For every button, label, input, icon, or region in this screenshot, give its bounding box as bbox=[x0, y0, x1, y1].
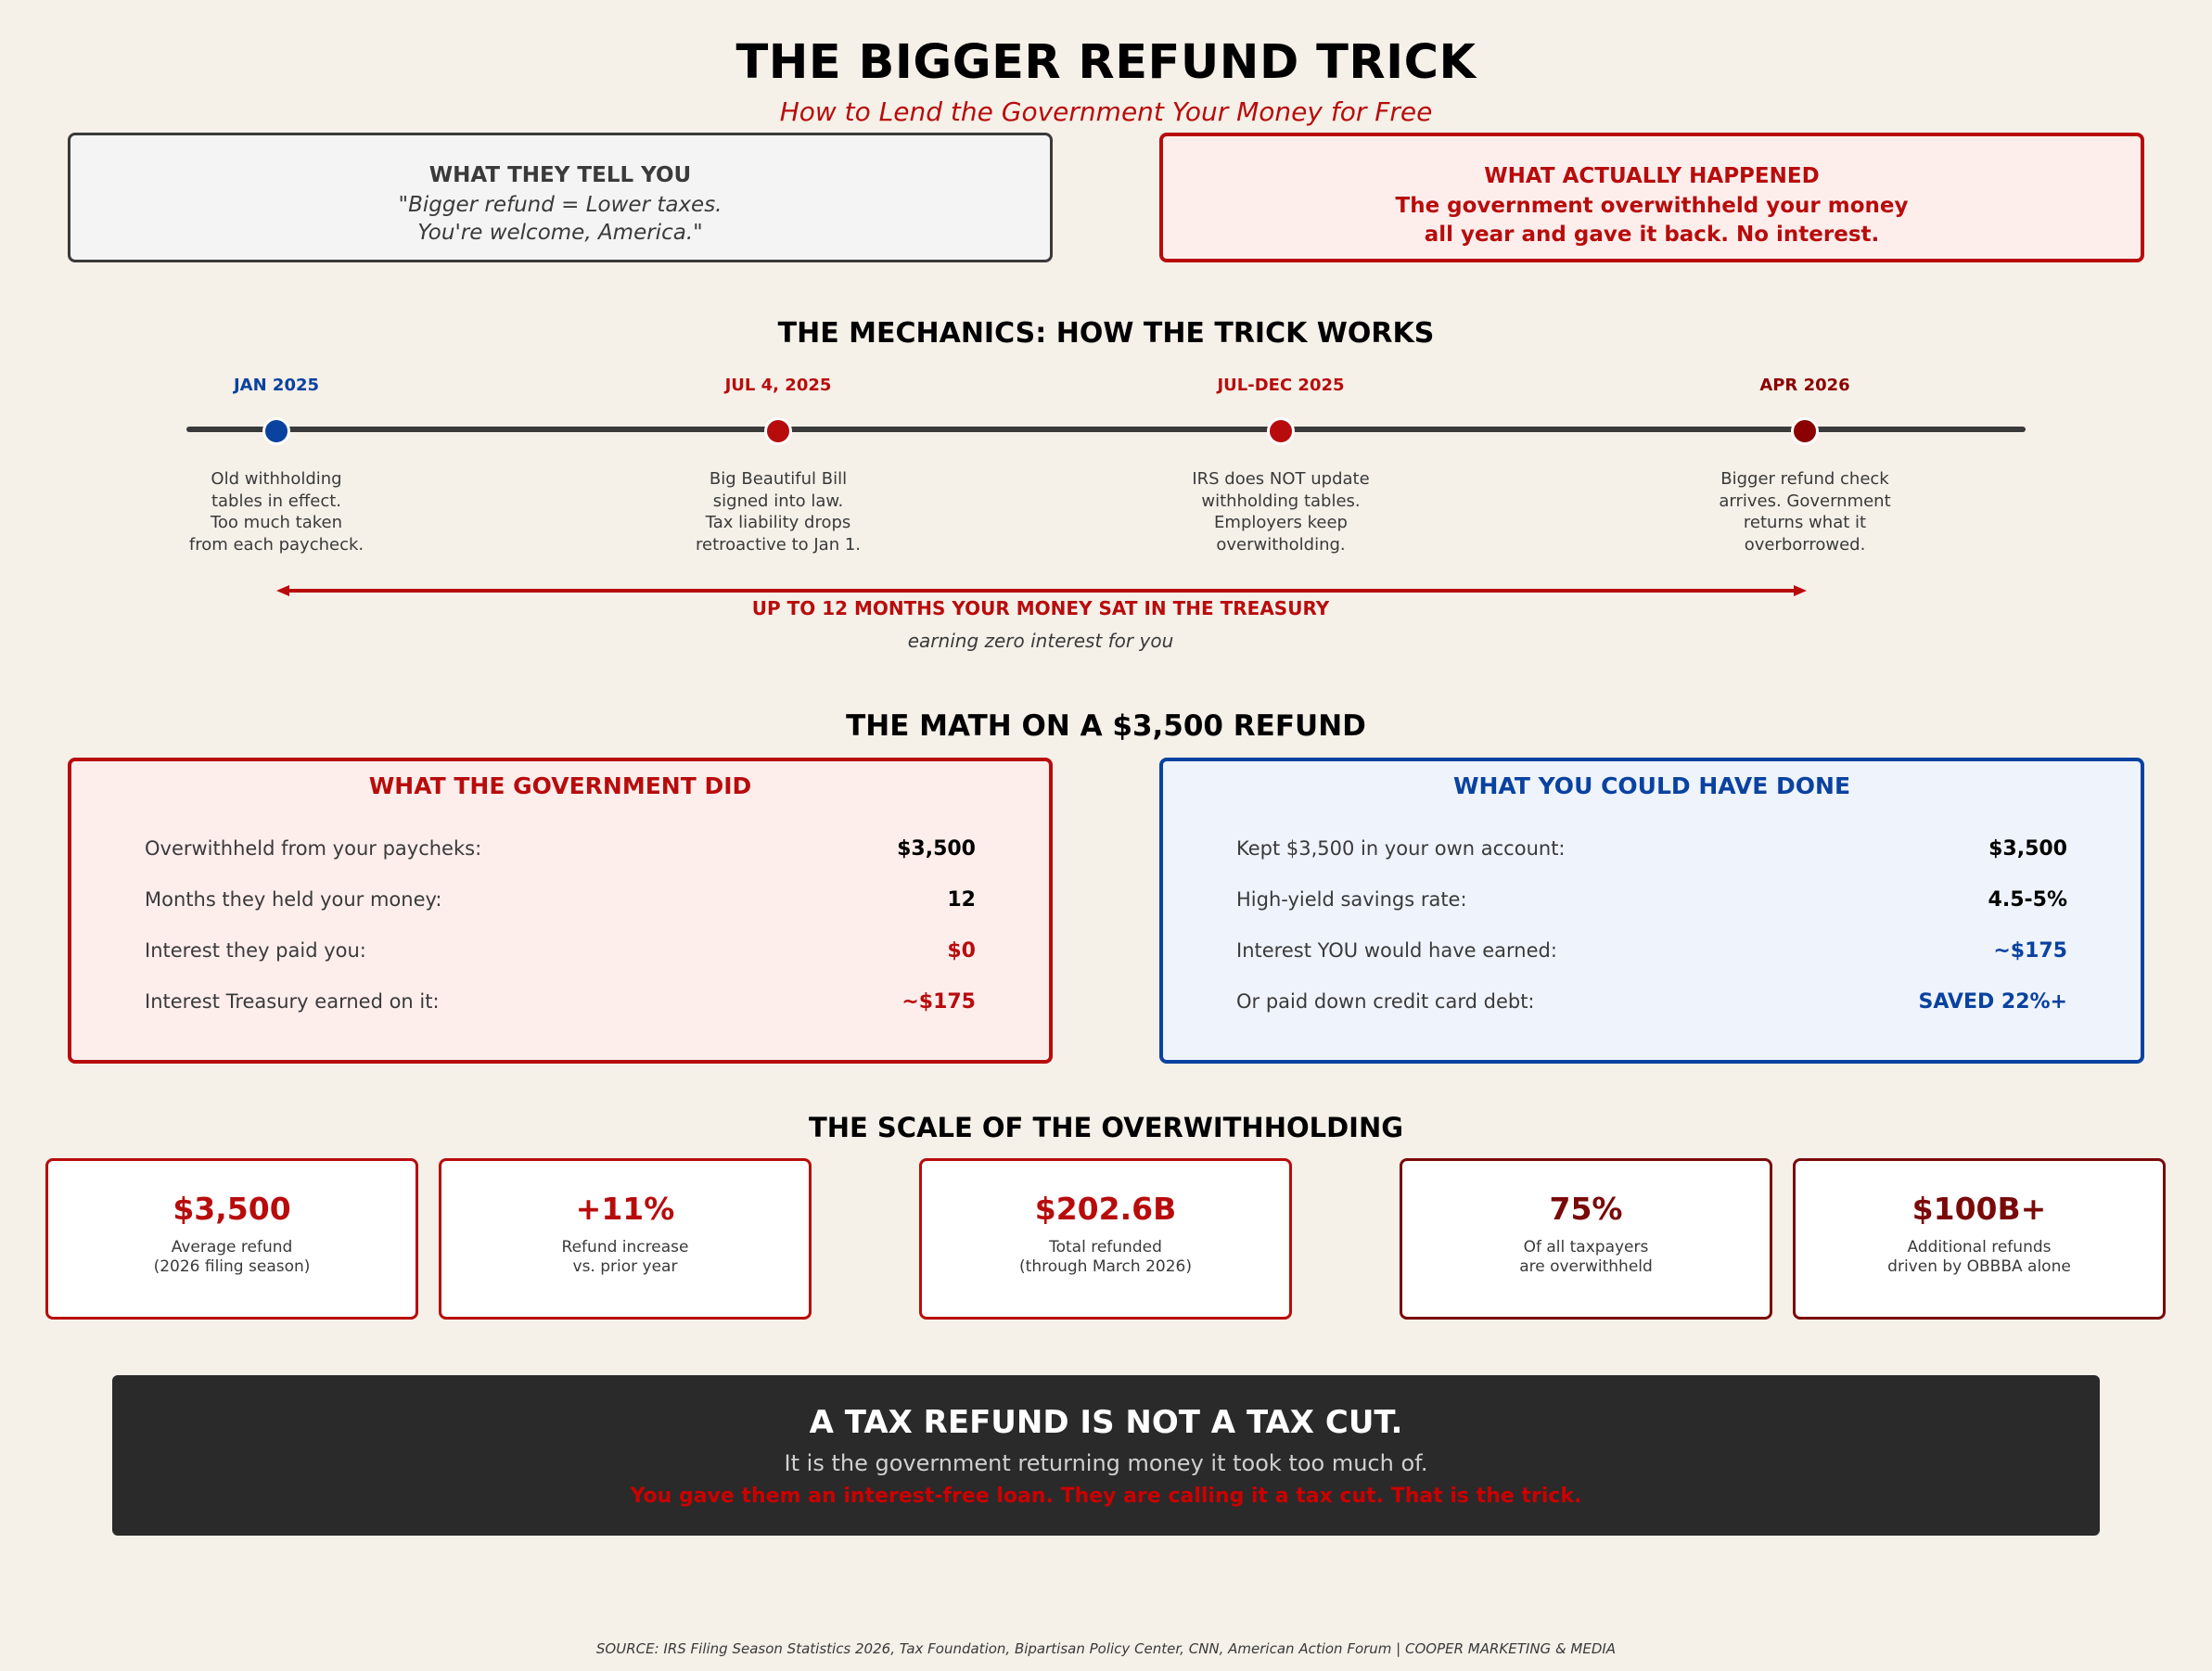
math-row bbox=[1236, 837, 2067, 865]
math-row bbox=[145, 837, 976, 865]
mechanics-title: THE MECHANICS: HOW THE TRICK WORKS bbox=[777, 317, 1435, 350]
stat-value: 75% bbox=[1549, 1191, 1623, 1227]
math-row-label: Overwithheld from your paycheks: bbox=[145, 837, 482, 860]
banner-punchline: You gave them an interest-free loan. They are calling it a tax cut. That is the trick. bbox=[630, 1485, 1582, 1508]
timeline-description-line: Big Beautiful Bill bbox=[709, 469, 848, 489]
timeline-date: JUL-DEC 2025 bbox=[1217, 376, 1345, 395]
stat-label bbox=[922, 1238, 1289, 1277]
stat-label bbox=[1796, 1238, 2163, 1277]
timeline-description-line: tables in effect. bbox=[211, 491, 342, 511]
math-row-label: Interest YOU would have earned: bbox=[1236, 939, 1557, 962]
timeline-description-line: arrives. Government bbox=[1719, 491, 1891, 511]
timeline-description-line: Bigger refund check bbox=[1720, 469, 1889, 489]
timeline-description-line: Tax liability drops bbox=[705, 513, 851, 532]
quote-line: "Bigger refund = Lower taxes. bbox=[398, 193, 722, 217]
math-row-label: Months they held your money: bbox=[145, 888, 442, 911]
stat-label-line: are overwithheld bbox=[1519, 1257, 1653, 1276]
timeline-description-line: overborrowed. bbox=[1744, 534, 1866, 555]
stat-value: $202.6B bbox=[1034, 1191, 1177, 1227]
math-title: THE MATH ON A $3,500 REFUND bbox=[846, 709, 1366, 743]
conclusion-banner bbox=[112, 1375, 2100, 1536]
what-actually-happened-heading: WHAT ACTUALLY HAPPENED bbox=[1484, 164, 1820, 188]
banner-title: A TAX REFUND IS NOT A TAX CUT. bbox=[809, 1404, 1403, 1441]
timeline-date: JUL 4, 2025 bbox=[724, 376, 832, 395]
scale-title: THE SCALE OF THE OVERWITHHOLDING bbox=[808, 1112, 1404, 1143]
stat-card bbox=[919, 1158, 1292, 1320]
math-row-value: ~$175 bbox=[901, 990, 976, 1014]
timeline-description-line: overwitholding. bbox=[1216, 534, 1346, 555]
happened-line: all year and gave it back. No interest. bbox=[1424, 223, 1880, 247]
stat-value: +11% bbox=[575, 1191, 675, 1227]
stat-label-line: Additional refunds bbox=[1907, 1238, 2052, 1256]
timeline-description bbox=[1656, 468, 1953, 555]
stat-label-line: vs. prior year bbox=[572, 1257, 678, 1276]
timeline-marker bbox=[1267, 417, 1295, 445]
government-did-heading: WHAT THE GOVERNMENT DID bbox=[368, 772, 752, 799]
timeline-description bbox=[630, 468, 927, 555]
math-row-value: $3,500 bbox=[1988, 837, 2067, 861]
what-actually-happened-text bbox=[1163, 192, 2141, 249]
timeline-description-line: Too much taken bbox=[210, 513, 342, 532]
stat-value: $3,500 bbox=[173, 1191, 291, 1227]
timeline-description bbox=[128, 468, 425, 555]
math-row bbox=[145, 939, 976, 967]
stat-label bbox=[1402, 1238, 1770, 1277]
math-row-value: $0 bbox=[947, 939, 976, 963]
timeline-date: APR 2026 bbox=[1759, 376, 1850, 395]
timeline-description bbox=[1132, 468, 1429, 555]
what-they-tell-you-quote bbox=[70, 191, 1050, 247]
timeline-description-line: returns what it bbox=[1743, 513, 1867, 532]
timeline-line bbox=[186, 427, 2026, 432]
math-row-label: Interest Treasury earned on it: bbox=[145, 990, 440, 1013]
stat-label bbox=[48, 1238, 416, 1277]
page-subtitle: How to Lend the Government Your Money for Free bbox=[779, 96, 1433, 127]
you-could-have-done-heading: WHAT YOU COULD HAVE DONE bbox=[1452, 772, 1851, 799]
math-row-value: ~$175 bbox=[1993, 939, 2067, 963]
banner-subtitle: It is the government returning money it took too much of. bbox=[784, 1450, 1428, 1476]
math-row bbox=[1236, 990, 2067, 1018]
span-label: UP TO 12 MONTHS YOUR MONEY SAT IN THE TREASURY bbox=[751, 597, 1330, 619]
stat-label-line: (through March 2026) bbox=[1019, 1257, 1192, 1276]
stat-card bbox=[1400, 1158, 1772, 1320]
quote-line: You're welcome, America." bbox=[417, 221, 703, 245]
stat-value: $100B+ bbox=[1912, 1191, 2047, 1227]
timeline-description-line: from each paycheck. bbox=[188, 534, 364, 555]
stat-label-line: driven by OBBBA alone bbox=[1887, 1257, 2071, 1276]
stat-card bbox=[45, 1158, 418, 1320]
stat-label-line: Refund increase bbox=[561, 1238, 689, 1256]
math-row-label: High-yield savings rate: bbox=[1236, 888, 1467, 911]
stat-label bbox=[441, 1238, 809, 1277]
stat-label-line: Of all taxpayers bbox=[1523, 1238, 1649, 1256]
timeline-description-line: Old withholding bbox=[211, 469, 342, 489]
math-row bbox=[145, 888, 976, 916]
timeline-description-line: retroactive to Jan 1. bbox=[695, 534, 862, 555]
what-they-tell-you-heading: WHAT THEY TELL YOU bbox=[428, 163, 692, 187]
page-title: THE BIGGER REFUND TRICK bbox=[735, 35, 1477, 90]
math-row-label: Interest they paid you: bbox=[145, 939, 366, 962]
math-row-value: SAVED 22%+ bbox=[1918, 990, 2067, 1014]
timeline-description-line: signed into law. bbox=[712, 491, 844, 511]
stat-label-line: Average refund bbox=[171, 1238, 293, 1256]
math-row-value: 12 bbox=[947, 888, 976, 912]
timeline-marker bbox=[1791, 417, 1819, 445]
stat-card bbox=[1793, 1158, 2166, 1320]
stat-label-line: (2026 filing season) bbox=[153, 1257, 311, 1276]
timeline-description-line: withholding tables. bbox=[1201, 491, 1361, 511]
span-sublabel: earning zero interest for you bbox=[907, 630, 1174, 652]
source-footnote: SOURCE: IRS Filing Season Statistics 2026, Tax Foundation, Bipartisan Policy Center, CNN, American Action Forum | COOPER MARKETING & MEDIA bbox=[595, 1640, 1617, 1657]
you-could-have-done-box bbox=[1159, 758, 2144, 1064]
happened-line: The government overwithheld your money bbox=[1395, 194, 1909, 218]
math-row-value: $3,500 bbox=[897, 837, 976, 861]
government-did-box bbox=[68, 758, 1053, 1064]
math-row bbox=[1236, 939, 2067, 967]
timeline-date: JAN 2025 bbox=[233, 376, 320, 395]
timeline-marker bbox=[262, 417, 290, 445]
stat-card bbox=[439, 1158, 812, 1320]
timeline-description-line: IRS does NOT update bbox=[1192, 469, 1370, 489]
timeline-description-line: Employers keep bbox=[1214, 513, 1348, 532]
timeline-marker bbox=[764, 417, 792, 445]
math-row bbox=[145, 990, 976, 1018]
math-row-label: Or paid down credit card debt: bbox=[1236, 990, 1535, 1013]
stat-label-line: Total refunded bbox=[1049, 1238, 1162, 1256]
math-row-label: Kept $3,500 in your own account: bbox=[1236, 837, 1566, 860]
math-row-value: 4.5-5% bbox=[1988, 888, 2067, 912]
what-actually-happened-box bbox=[1159, 133, 2144, 262]
what-they-tell-you-box bbox=[68, 133, 1053, 262]
math-row bbox=[1236, 888, 2067, 916]
